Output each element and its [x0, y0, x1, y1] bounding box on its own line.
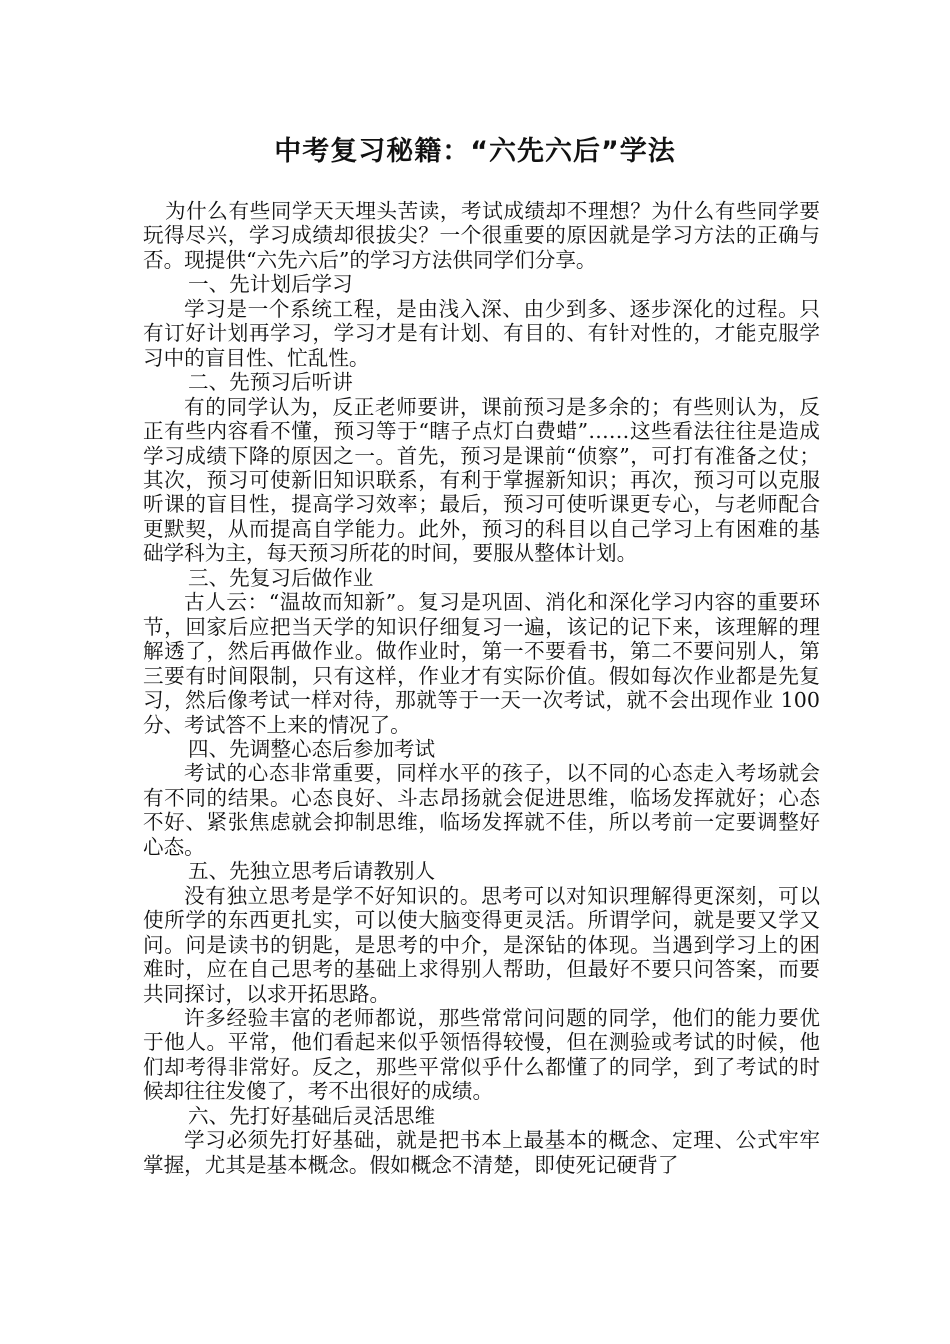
- section-4-paragraph-1: 考试的心态非常重要，同样水平的孩子，以不同的心态走入考场就会有不同的结果。心态良好、斗志昂扬就会促进思维，临场发挥就好；心态不好、紧张焦虑就会抑制思维，临场发挥就不佳，所以考前一定要调整好心态。: [143, 761, 820, 859]
- section-4-heading: 四、先调整心态后参加考试: [188, 736, 436, 761]
- section-3-paragraph-1: 古人云：“温故而知新”。复习是巩固、消化和深化学习内容的重要环节，回家后应把当天学的知识仔细复习一遍，该记的记下来，该理解的理解透了，然后再做作业。做作业时，第一不要看书，第二不要问别人，第三要有时间限制，只有这样，作业才有实际价值。假如每次作业都是先复习，然后像考试一样对待，那就等于一天一次考试，就不会出现作业 100 分、考试答不上来的情况了。: [143, 590, 820, 737]
- section-2-paragraph-1: 有的同学认为，反正老师要讲，课前预习是多余的；有些则认为，反正有些内容看不懂，预习等于“瞎子点灯白费蜡”……这些看法往往是造成学习成绩下降的原因之一。首先，预习是课前“侦察”，可打有准备之仗；其次，预习可使新旧知识联系，有利于掌握新知识；再次，预习可以克服听课的盲目性，提高学习效率；最后，预习可使听课更专心，与老师配合更默契，从而提高自学能力。此外，预习的科目以自己学习上有困难的基础学科为主，每天预习所花的时间，要服从整体计划。: [143, 394, 820, 566]
- section-5-heading: 五、先独立思考后请教别人: [188, 859, 436, 884]
- section-1-paragraph-1: 学习是一个系统工程，是由浅入深、由少到多、逐步深化的过程。只有订好计划再学习，学习才是有计划、有目的、有针对性的，才能克服学习中的盲目性、忙乱性。: [143, 296, 820, 370]
- intro-paragraph: 为什么有些同学天天埋头苦读，考试成绩却不理想？为什么有些同学要玩得尽兴，学习成绩却很拔尖？一个很重要的原因就是学习方法的正确与否。现提供“六先六后”的学习方法供同学们分享。: [143, 199, 820, 272]
- section-3-heading: 三、先复习后做作业: [188, 565, 374, 590]
- document-title: 中考复习秘籍：“六先六后”学法: [274, 136, 676, 167]
- section-5-paragraph-1: 没有独立思考是学不好知识的。思考可以对知识理解得更深刻，可以使所学的东西更扎实，可以使大脑变得更灵活。所谓学问，就是要又学又问。问是读书的钥匙，是思考的中介，是深钻的体现。当遇到学习上的困难时，应在自己思考的基础上求得别人帮助，但最好不要只问答案，而要共同探讨，以求开拓思路。: [143, 883, 820, 1006]
- section-5-paragraph-2: 许多经验丰富的老师都说，那些常常问问题的同学，他们的能力要优于他人。平常，他们看起来似乎领悟得较慢，但在测验或考试的时候，他们却考得非常好。反之，那些平常似乎什么都懂了的同学，到了考试的时候却往往发傻了，考不出很好的成绩。: [143, 1005, 820, 1104]
- section-6-heading: 六、先打好基础后灵活思维: [188, 1103, 436, 1128]
- section-2-heading: 二、先预习后听讲: [188, 370, 353, 395]
- section-6-paragraph-1: 学习必须先打好基础，就是把书本上最基本的概念、定理、公式牢牢掌握，尤其是基本概念。假如概念不清楚，即使死记硬背了: [143, 1128, 820, 1177]
- document-body: [143, 199, 820, 1177]
- section-1-heading: 一、先计划后学习: [188, 272, 353, 297]
